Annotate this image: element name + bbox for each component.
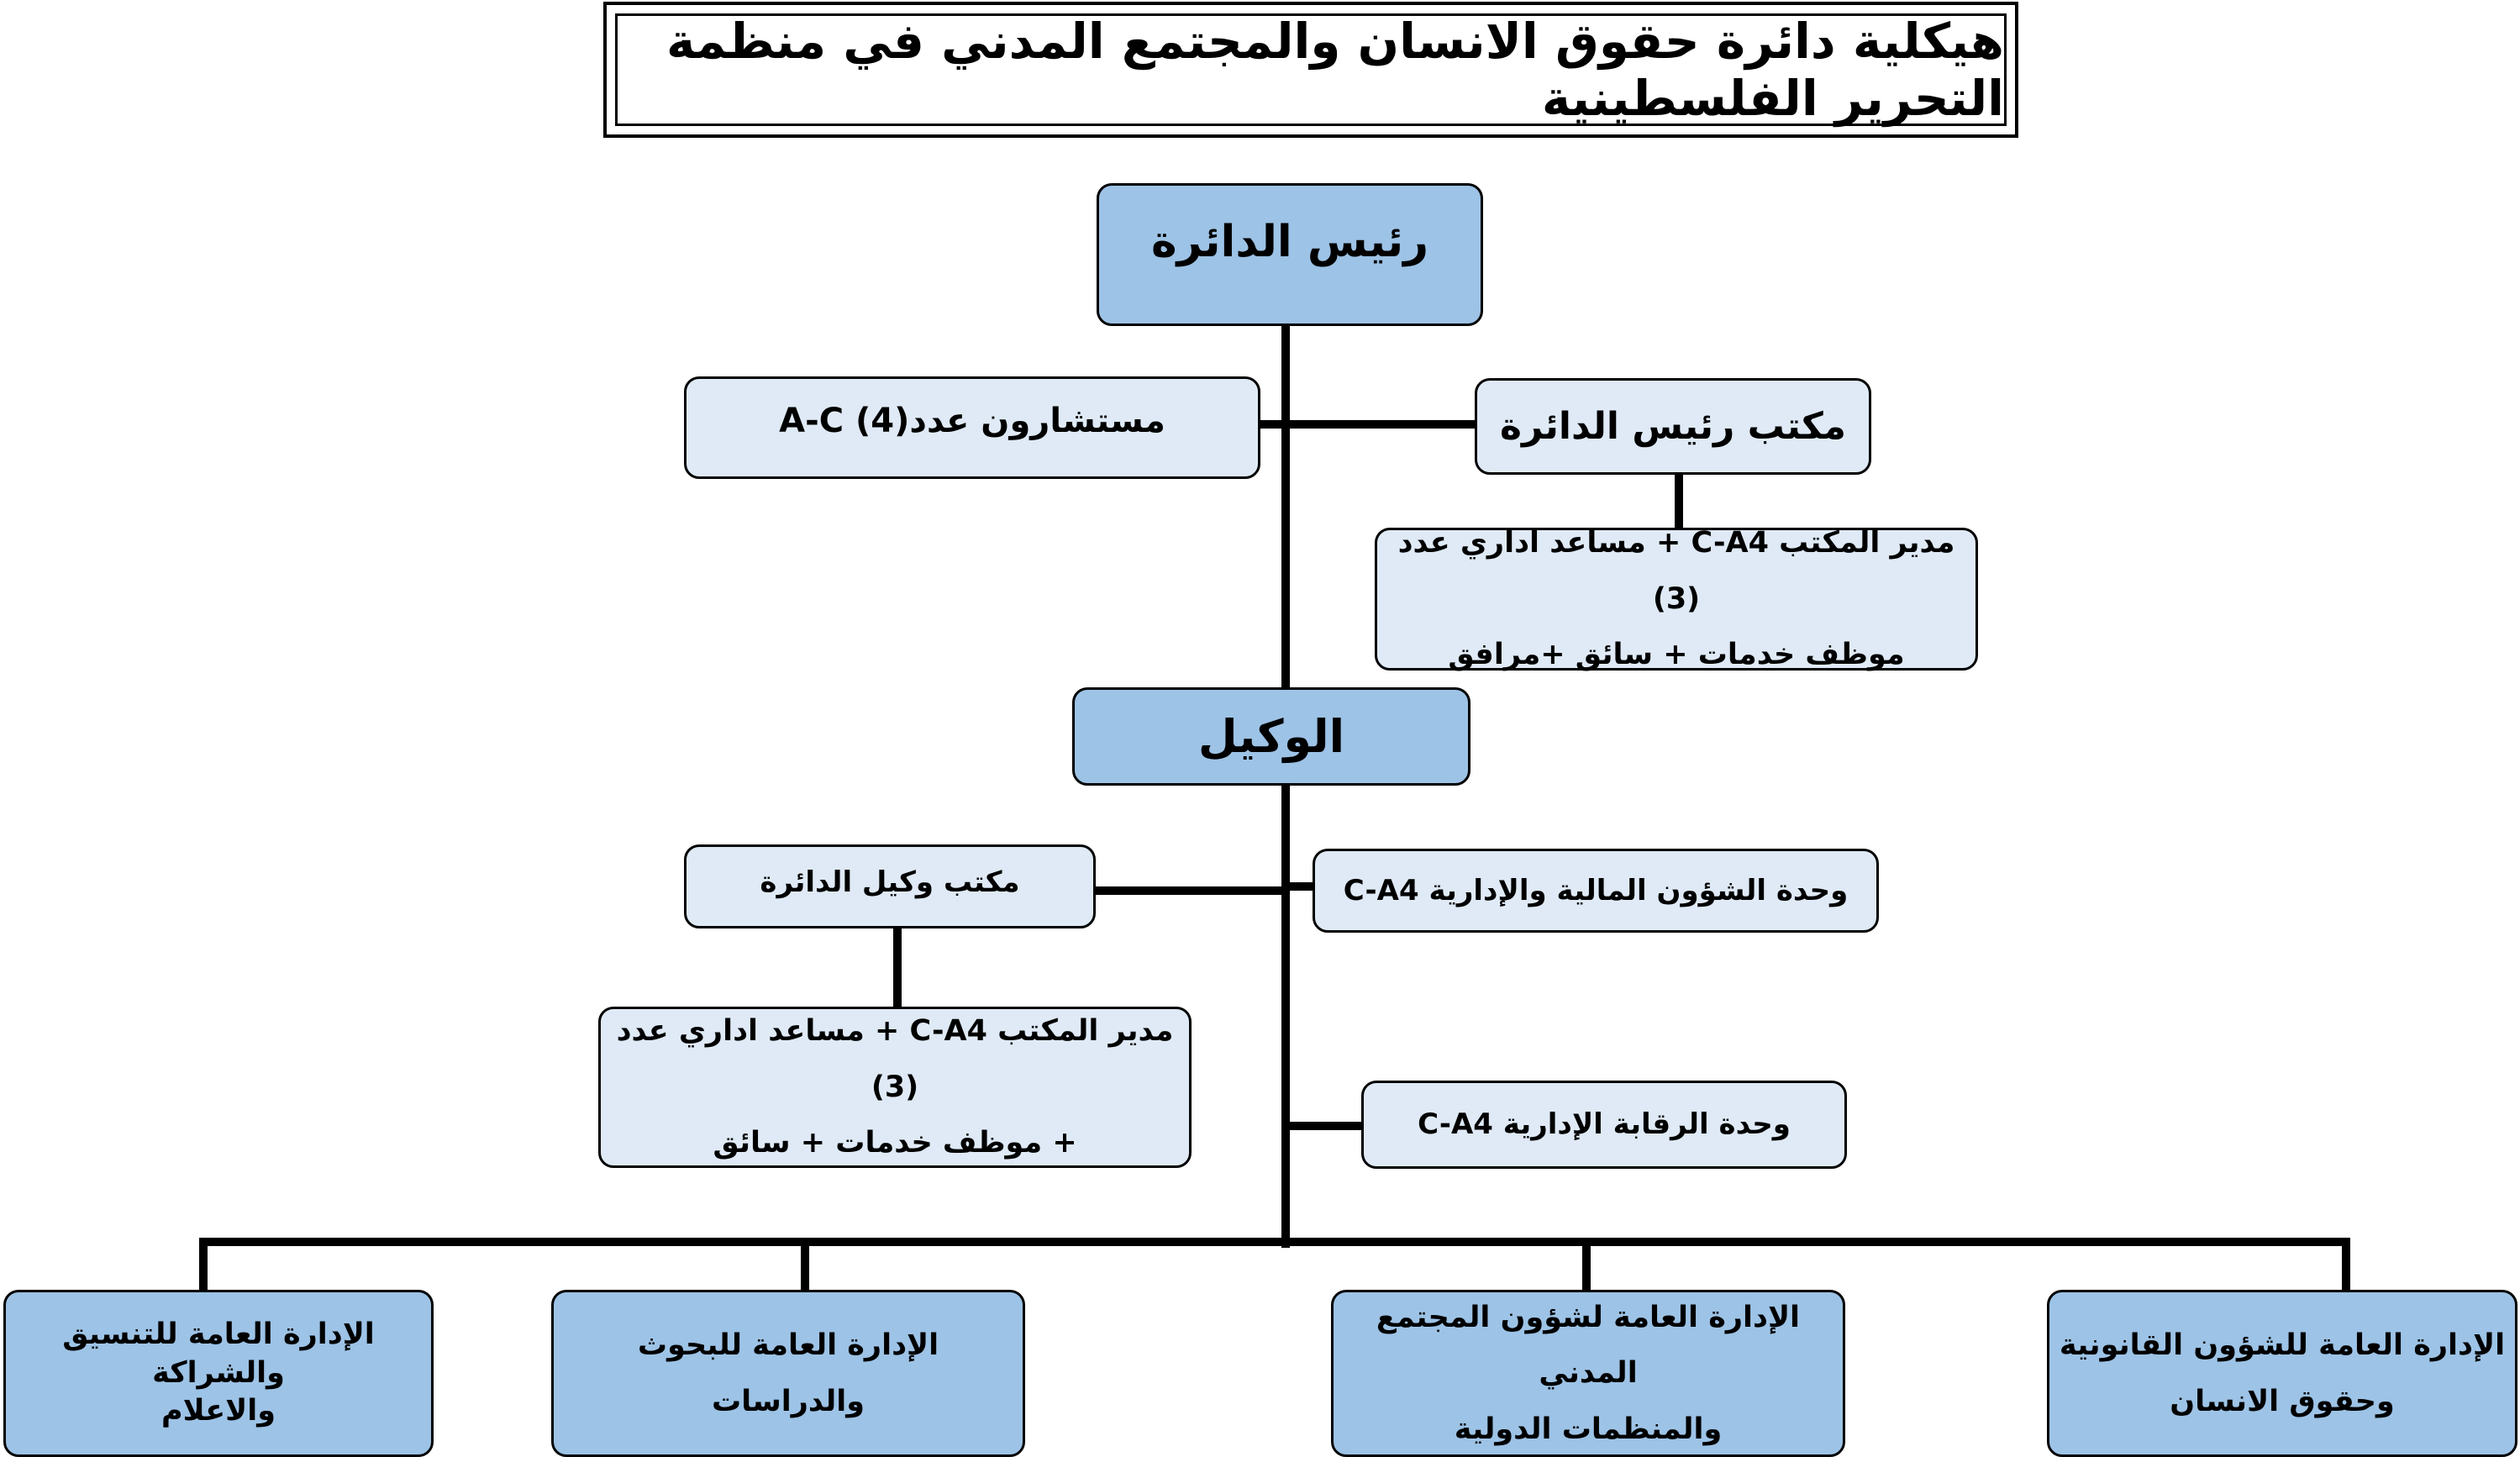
diagram-title: هيكلية دائرة حقوق الانسان والمجتمع المدني في منظمة التحرير الفلسطينية <box>615 13 2007 126</box>
title-frame <box>603 2 2018 138</box>
department-research-box <box>551 1290 1025 1457</box>
head-box <box>1097 183 1483 326</box>
deputy-label: الوكيل <box>1197 710 1345 763</box>
deputy-office-staff-line1: مدير المكتب C-A4 + مساعد اداري عدد (3) <box>616 1014 1174 1104</box>
department-civil-society-box <box>1331 1290 1845 1457</box>
finance-unit-label: وحدة الشؤون المالية والإدارية C-A4 <box>1343 873 1849 907</box>
deputy-office-box <box>684 844 1096 928</box>
department-research-line1: الإدارة العامة للبحوث <box>637 1328 939 1362</box>
department-coordination-box <box>3 1290 434 1457</box>
deputy-box <box>1072 687 1470 786</box>
department-legal-line1: الإدارة العامة للشؤون القانونية <box>2059 1328 2506 1362</box>
department-coordination-line2: والاعلام <box>161 1394 276 1428</box>
deputy-office-staff-line2: + موظف خدمات + سائق <box>713 1126 1077 1160</box>
department-research-line2: والدراسات <box>712 1384 865 1418</box>
department-coordination-line1: الإدارة العامة للتنسيق والشراكة <box>62 1318 375 1390</box>
audit-unit-box <box>1361 1081 1847 1169</box>
finance-unit-box <box>1313 849 1879 933</box>
head-office-staff-box <box>1375 528 1978 671</box>
department-legal-line2: وحقوق الانسان <box>2170 1384 2395 1418</box>
head-office-label: مكتب رئيس الدائرة <box>1500 405 1846 448</box>
deputy-office-staff-box <box>598 1007 1192 1168</box>
head-office-staff-line2: موظف خدمات + سائق +مرافق <box>1448 638 1905 672</box>
head-label: رئيس الدائرة <box>1150 217 1429 267</box>
advisors-label: مستشارون عدد(4) A-C <box>779 402 1165 440</box>
deputy-office-label: مكتب وكيل الدائرة <box>760 865 1020 899</box>
advisors-box <box>684 376 1260 479</box>
audit-unit-label: وحدة الرقابة الإدارية C-A4 <box>1418 1107 1791 1142</box>
head-office-staff-line1: مدير المكتب C-A4 + مساعد اداري عدد (3) <box>1397 526 1955 616</box>
department-civil-society-line2: والمنظمات الدولية <box>1454 1412 1723 1446</box>
department-civil-society-line1: الإدارة العامة لشؤون المجتمع المدني <box>1376 1300 1801 1391</box>
department-legal-box <box>2047 1290 2517 1457</box>
head-office-box <box>1475 378 1871 475</box>
